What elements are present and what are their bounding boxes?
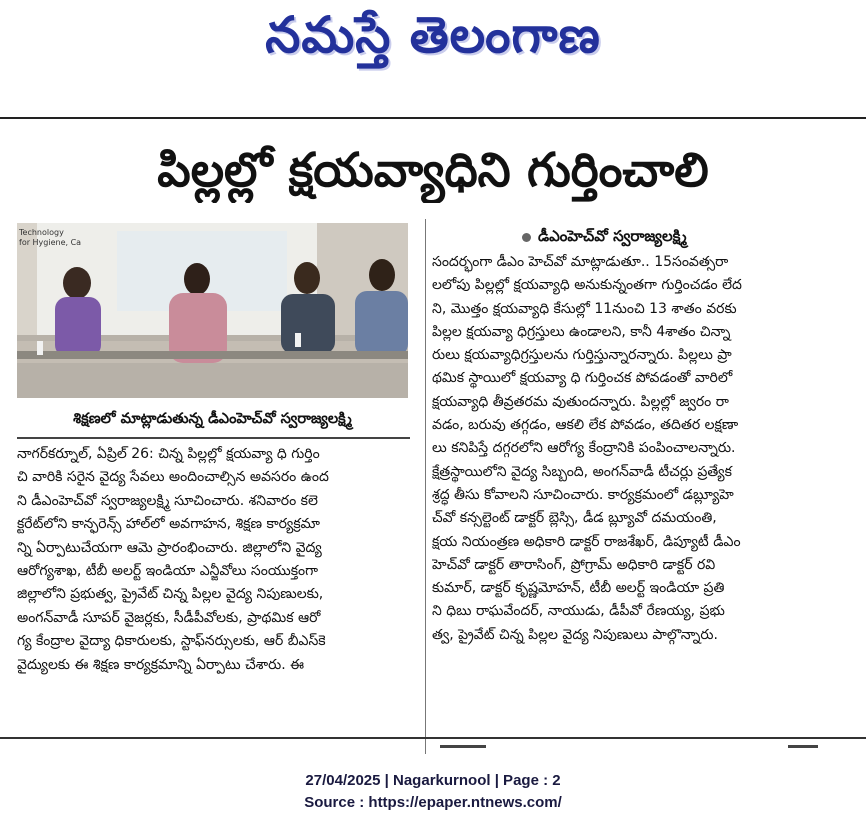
body-line: లలోపు పిల్లల్లో క్షయవ్యాధి అనుకున్నంతగా గుర్తించడం లేద — [432, 277, 742, 294]
news-clipping — [0, 117, 866, 754]
body-line: చ్‌వో కన్సల్టెంట్ డాక్టర్ బ్లెస్సి, డీడ బ్ల్యూవో దమయంతి, — [432, 510, 717, 527]
body-line: శ్రద్ధ తీసు కోవాలని సూచించారు. కార్యక్రమంలో డబ్ల్యూహె — [432, 486, 734, 503]
article-headline: పిల్లల్లో క్షయవ్యాధిని గుర్తించాలి — [157, 143, 709, 198]
top-divider — [0, 117, 866, 119]
masthead — [0, 0, 866, 100]
body-line: పిల్లల క్షయవ్యా ధిగ్రస్తులు ఉండాలని, కానీ 4శాతం చిన్నా — [432, 323, 731, 340]
body-line: క్షయవ్యాధి తీవ్రతరమ వుతుందన్నారు. పిల్లల్లో జ్వరం రా — [432, 393, 729, 410]
article-photo — [17, 223, 408, 398]
body-line: ఆరోగ్యశాఖ, టీబీ అలర్ట్ ఇండియా ఎన్జీవోలు సంయుక్తంగా — [17, 563, 319, 580]
body-line: క్షేత్రస్థాయిలోని వైద్య సిబ్బంది, అంగన్‌వాడీ టీచర్లు ప్రత్యేక — [432, 463, 732, 480]
photo-caption: శిక్షణలో మాట్లాడుతున్న డీఎంహెచ్‌వో స్వరాజ్యలక్ష్మి — [73, 411, 352, 427]
body-line: కుమార్, డాక్టర్ కృష్ణమోహన్, టీబీ అలర్ట్ ఇండియా ప్రతి — [432, 580, 725, 597]
caption-divider — [17, 437, 410, 439]
body-line: క్టరేట్‌లోని కాన్ఫరెన్స్ హాల్‌లో అవగాహన, శిక్షణ కార్యక్రమా — [17, 516, 320, 533]
body-line: త్వ, ప్రైవేట్ చిన్న పిల్లల వైద్య నిపుణులు పాల్గొన్నారు. — [432, 626, 718, 643]
body-line: సందర్భంగా డీఎం హెచ్‌వో మాట్లాడుతూ.. 15సంవత్సరా — [432, 254, 729, 270]
body-line: జిల్లాలోని ప్రభుత్వ, ప్రైవేట్ చిన్న పిల్లల వైద్య నిపుణులకు, — [17, 586, 324, 603]
article-body-right — [432, 251, 848, 647]
next-article-fragment — [788, 745, 818, 748]
slide-text-1: Technology — [19, 228, 64, 237]
footer-date-edition: 27/04/2025 | Nagarkurnool | Page : 2 — [305, 772, 561, 789]
body-line: చి వారికి సరైన వైద్య సేవలు అందించాల్సిన అవసరం ఉంద — [17, 469, 329, 486]
body-line: ని ధిబు రాఘవేందర్, నాయుడు, డీపీవో రేణయ్య, ప్రభు — [432, 603, 725, 620]
article-byline: డీఎంహెచ్‌వో స్వరాజ్యలక్ష్మి — [538, 227, 687, 245]
body-line: నాగర్‌కర్నూల్, ఏప్రిల్ 26: చిన్న పిల్లల్లో క్షయవ్యా ధి గుర్తిం — [17, 446, 320, 462]
newspaper-logo: నమస్తే తెలంగాణ — [265, 6, 601, 64]
column-divider — [425, 219, 426, 754]
body-line: రులు క్షయవ్యాధిగ్రస్తులను గుర్తిస్తున్నారన్నారు. పిల్లలు ప్రా — [432, 347, 732, 364]
slide-text-2: for Hygiene, Ca — [19, 238, 82, 247]
page-footer — [0, 770, 866, 814]
article-body-left — [17, 443, 412, 677]
next-article-fragment — [440, 745, 486, 748]
body-line: అంగన్‌వాడీ సూపర్ వైజర్లకు, సీడీపీవోలకు, ప్రాథమిక ఆరో — [17, 609, 321, 626]
body-line: థమిక స్థాయిలో క్షయవ్యా ధి గుర్తించక పోవడంతో వారిలో — [432, 370, 733, 387]
body-line: న్ని ఏర్పాటుచేయగా ఆమె ప్రారంభించారు. జిల్లాలోని వైద్య — [17, 539, 322, 556]
body-line: లు కనిపిస్తే దగ్గరలోని ఆరోగ్య కేంద్రానికి పంపించాలన్నారు. — [432, 440, 736, 457]
bullet-icon — [522, 233, 531, 242]
body-line: క్షయ నియంత్రణ అధికారి డాక్టర్ రాజశేఖర్, డిప్యూటీ డీఎం — [432, 533, 741, 550]
body-line: హెచ్‌వో డాక్టర్ తారాసింగ్, ప్రోగ్రామ్ అధికారి డాక్టర్ రవి — [432, 556, 716, 573]
body-line: వడం, బరువు తగ్గడం, ఆకలి లేక పోవడం, తదితర లక్షణా — [432, 417, 739, 434]
footer-source-link[interactable]: Source : https://epaper.ntnews.com/ — [304, 794, 562, 811]
body-line: ని డీఎంహెచ్‌వో స్వరాజ్యలక్ష్మి సూచించారు. శనివారం కలె — [17, 492, 318, 509]
body-line: వైద్యులకు ఈ శిక్షణ కార్యక్రమాన్ని ఏర్పాటు చేశారు. ఈ — [17, 656, 305, 673]
body-line: ని, మొత్తం క్షయవ్యాధి కేసుల్లో 11నుంచి 13 శాతం వరకు — [432, 300, 737, 317]
bottom-divider — [0, 737, 866, 739]
body-line: గ్య కేంద్రాల వైద్యా ధికారులకు, స్టాఫ్‌నర్సులకు, ఆర్ బీఎస్‌కె — [17, 633, 326, 650]
